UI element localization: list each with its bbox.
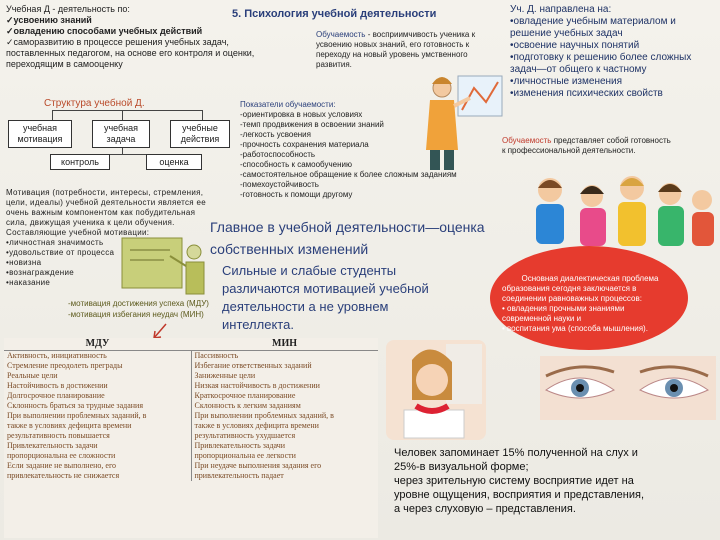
learnability-note bbox=[502, 136, 712, 156]
indicator-item: -самостоятельное обращение к более сложным заданиям bbox=[240, 170, 457, 179]
structure-box-task: учебная задача bbox=[92, 120, 150, 148]
student-illustration bbox=[386, 340, 486, 440]
structure-box-evaluation: оценка bbox=[146, 154, 202, 170]
motivation-line: •наказание bbox=[6, 278, 51, 287]
problem-box bbox=[490, 246, 688, 350]
table-cell: Пассивность bbox=[194, 351, 239, 360]
indicator-item: -темп продвижения в освоении знаний bbox=[240, 120, 384, 129]
learnability-text: усвоению новых знаний, его готовность к bbox=[316, 40, 470, 49]
table-cell: Стремление преодолеть преграды bbox=[7, 361, 123, 370]
children-icon bbox=[520, 166, 716, 248]
structure-box-actions: учебные действия bbox=[170, 120, 230, 148]
ud-aims-item: •освоение научных понятий bbox=[510, 40, 640, 51]
main-heading bbox=[210, 216, 510, 260]
learnability-note-text: к профессиональной деятельности. bbox=[502, 146, 636, 155]
table-cell: результативность ухудшается bbox=[194, 431, 296, 440]
motivation-line: •личностная значимость bbox=[6, 238, 104, 247]
lecturer-icon bbox=[120, 236, 212, 298]
perception-line: 25%-в визуальной форме; bbox=[394, 461, 529, 473]
indicator-item: -способность к самообучению bbox=[240, 160, 352, 169]
problem-line: соединении равноважных процессов: bbox=[502, 294, 642, 303]
ud-definition-line: овладению способами учебных действий bbox=[13, 26, 203, 36]
table-cell: Избегание ответственных заданий bbox=[194, 361, 312, 370]
eyes-illustration bbox=[540, 356, 716, 420]
structure-box-control: контроль bbox=[50, 154, 110, 170]
table-cell: Заниженные цели bbox=[194, 371, 256, 380]
table-cell: Активность, инициативность bbox=[7, 351, 107, 360]
indicator-item: -ориентировка в новых условиях bbox=[240, 110, 363, 119]
learnability-term: Обучаемость bbox=[316, 30, 366, 39]
table-cell: При выполнении проблемных заданий, в bbox=[194, 411, 334, 420]
learnability-text: переходу на новый уровень умственного bbox=[316, 50, 468, 59]
problem-line: • овладения прочными знаниями bbox=[502, 304, 625, 313]
ud-definition-line: Учебная Д - деятельность по: bbox=[6, 4, 130, 14]
table-cell: привлекательность падает bbox=[194, 471, 284, 480]
motivation-line: •удовольствие от процесса bbox=[6, 248, 115, 257]
ud-aims bbox=[510, 4, 720, 100]
table-cell: Долгосрочное планирование bbox=[7, 391, 105, 400]
ud-aims-item: •подготовку к решению более сложных bbox=[510, 52, 692, 63]
perception-line: а через слуховую – представления. bbox=[394, 503, 576, 515]
table-cell: Привлекательность задачи bbox=[7, 441, 98, 450]
ud-aims-item: •овладение учебным материалом и bbox=[510, 16, 676, 27]
motivation-line: Мотивация (потребности, интересы, стремления, bbox=[6, 188, 204, 197]
perception-text bbox=[394, 446, 714, 516]
eyes-icon bbox=[540, 356, 716, 420]
main-heading-line: собственных изменений bbox=[210, 241, 369, 257]
indicator-item: -прочность сохранения материала bbox=[240, 140, 369, 149]
min-label: -мотивация избегания неудач (МИН) bbox=[68, 310, 204, 319]
table-cell: При неудаче выполнения задания его bbox=[194, 461, 322, 470]
table-cell: При выполнении проблемных заданий, в bbox=[7, 411, 147, 420]
connector-line bbox=[52, 110, 202, 111]
problem-line: Основная диалектическая проблема bbox=[521, 274, 659, 283]
table-cell: результативность повышается bbox=[7, 431, 110, 440]
ud-definition-line: усвоению знаний bbox=[13, 15, 92, 25]
table-cell: также в условиях дефицита времени bbox=[194, 421, 319, 430]
perception-line: через зрительную систему восприятие идет на bbox=[394, 475, 634, 487]
problem-line: образования сегодня заключается в bbox=[502, 284, 637, 293]
lecturer-illustration bbox=[120, 236, 212, 298]
ud-aims-heading: Уч. Д. направлена на: bbox=[510, 4, 612, 15]
perception-line: уровне ощущения, восприятия и представления, bbox=[394, 489, 644, 501]
learnability-text: - восприимчивость ученика к bbox=[365, 30, 476, 39]
check-icon: ✓ bbox=[6, 26, 14, 36]
learnability-text: развития. bbox=[316, 60, 352, 69]
learnability-note-text: представляет собой готовность bbox=[551, 136, 671, 145]
structure-box-motivation: учебная мотивация bbox=[8, 120, 72, 148]
table-cell: Настойчивость в достижении bbox=[7, 381, 108, 390]
comparison-table bbox=[4, 338, 378, 538]
table-cell: Если задание не выполнено, его bbox=[7, 461, 117, 470]
table-cell: Реальные цели bbox=[7, 371, 58, 380]
main-statement-line: различаются мотивацией учебной bbox=[222, 281, 429, 296]
children-illustration bbox=[520, 166, 716, 248]
student-icon bbox=[386, 340, 486, 440]
indicator-item: -легкость усвоения bbox=[240, 130, 311, 139]
mdu-label: -мотивация достижения успеха (МДУ) bbox=[68, 299, 209, 308]
page-title: 5. Психология учебной деятельности bbox=[232, 8, 437, 20]
motivation-line: Составляющие учебной мотивации: bbox=[6, 228, 150, 237]
table-cell: также в условиях дефицита времени bbox=[7, 421, 132, 430]
main-statement-line: интеллекта. bbox=[222, 317, 294, 332]
learnability-note-term: Обучаемость bbox=[502, 136, 552, 145]
column-header: МИН bbox=[191, 338, 378, 351]
perception-line: Человек запоминает 15% полученной на слух и bbox=[394, 447, 638, 459]
indicators-title: Показатели обучаемости: bbox=[240, 100, 336, 109]
main-statement-line: Сильные и слабые студенты bbox=[222, 263, 397, 278]
problem-line: современной науки и bbox=[502, 314, 582, 323]
learnability-definition bbox=[316, 30, 506, 70]
ud-aims-item: решение учебных задач bbox=[510, 28, 623, 39]
motivation-line: очень важным компонентом как побудительная bbox=[6, 208, 196, 217]
structure-title: Структура учебной Д. bbox=[44, 98, 145, 109]
main-heading-line: Главное в учебной деятельности—оценка bbox=[210, 219, 485, 235]
table-cell: Склонность браться за трудные задания bbox=[7, 401, 144, 410]
table-cell: привлекательность не снижается bbox=[7, 471, 120, 480]
table-cell: Низкая настойчивость в достижении bbox=[194, 381, 320, 390]
table-cell: Склонность к легким заданиям bbox=[194, 401, 301, 410]
indicator-item: -работоспособность bbox=[240, 150, 316, 159]
ud-definition-line: переходящим в самооценку bbox=[6, 59, 123, 69]
motivation-line: •новизна bbox=[6, 258, 42, 267]
motivation-line: сила, движущая ученика к цели обучения. bbox=[6, 218, 175, 227]
indicator-item: -помехоустойчивость bbox=[240, 180, 319, 189]
main-statement-line: деятельности а не уровнем bbox=[222, 299, 389, 314]
problem-line: • воспитания ума (способа мышления). bbox=[502, 324, 648, 333]
ud-aims-item: •изменения психических свойств bbox=[510, 88, 663, 99]
connector-line bbox=[52, 110, 53, 120]
motivation-line: цели, идеалы) учебной деятельности является ее bbox=[6, 198, 206, 207]
ud-aims-item: •личностные изменения bbox=[510, 76, 623, 87]
indicator-item: -готовность к помощи другому bbox=[240, 190, 353, 199]
indicators bbox=[240, 100, 510, 200]
ud-definition-line: поставленных педагогом, на основе его контроля и оценки, bbox=[6, 48, 255, 58]
motivation-line: •вознаграждение bbox=[6, 268, 74, 277]
ud-definition-line: саморазвитию в процессе решения учебных задач, bbox=[13, 37, 229, 47]
main-statement bbox=[222, 262, 512, 334]
check-icon: ✓ bbox=[6, 37, 14, 47]
table-cell: Краткосрочное планирование bbox=[194, 391, 296, 400]
check-icon: ✓ bbox=[6, 15, 14, 25]
table-cell: пропорциональна ее легкости bbox=[194, 451, 296, 460]
table-cell: Привлекательность задачи bbox=[194, 441, 286, 450]
column-header: МДУ bbox=[4, 338, 191, 351]
connector-line bbox=[202, 110, 203, 120]
motivation-types bbox=[68, 298, 209, 320]
table-cell: пропорциональна ее сложности bbox=[7, 451, 116, 460]
connector-line bbox=[122, 110, 123, 120]
ud-aims-item: задач—от общего к частному bbox=[510, 64, 647, 75]
